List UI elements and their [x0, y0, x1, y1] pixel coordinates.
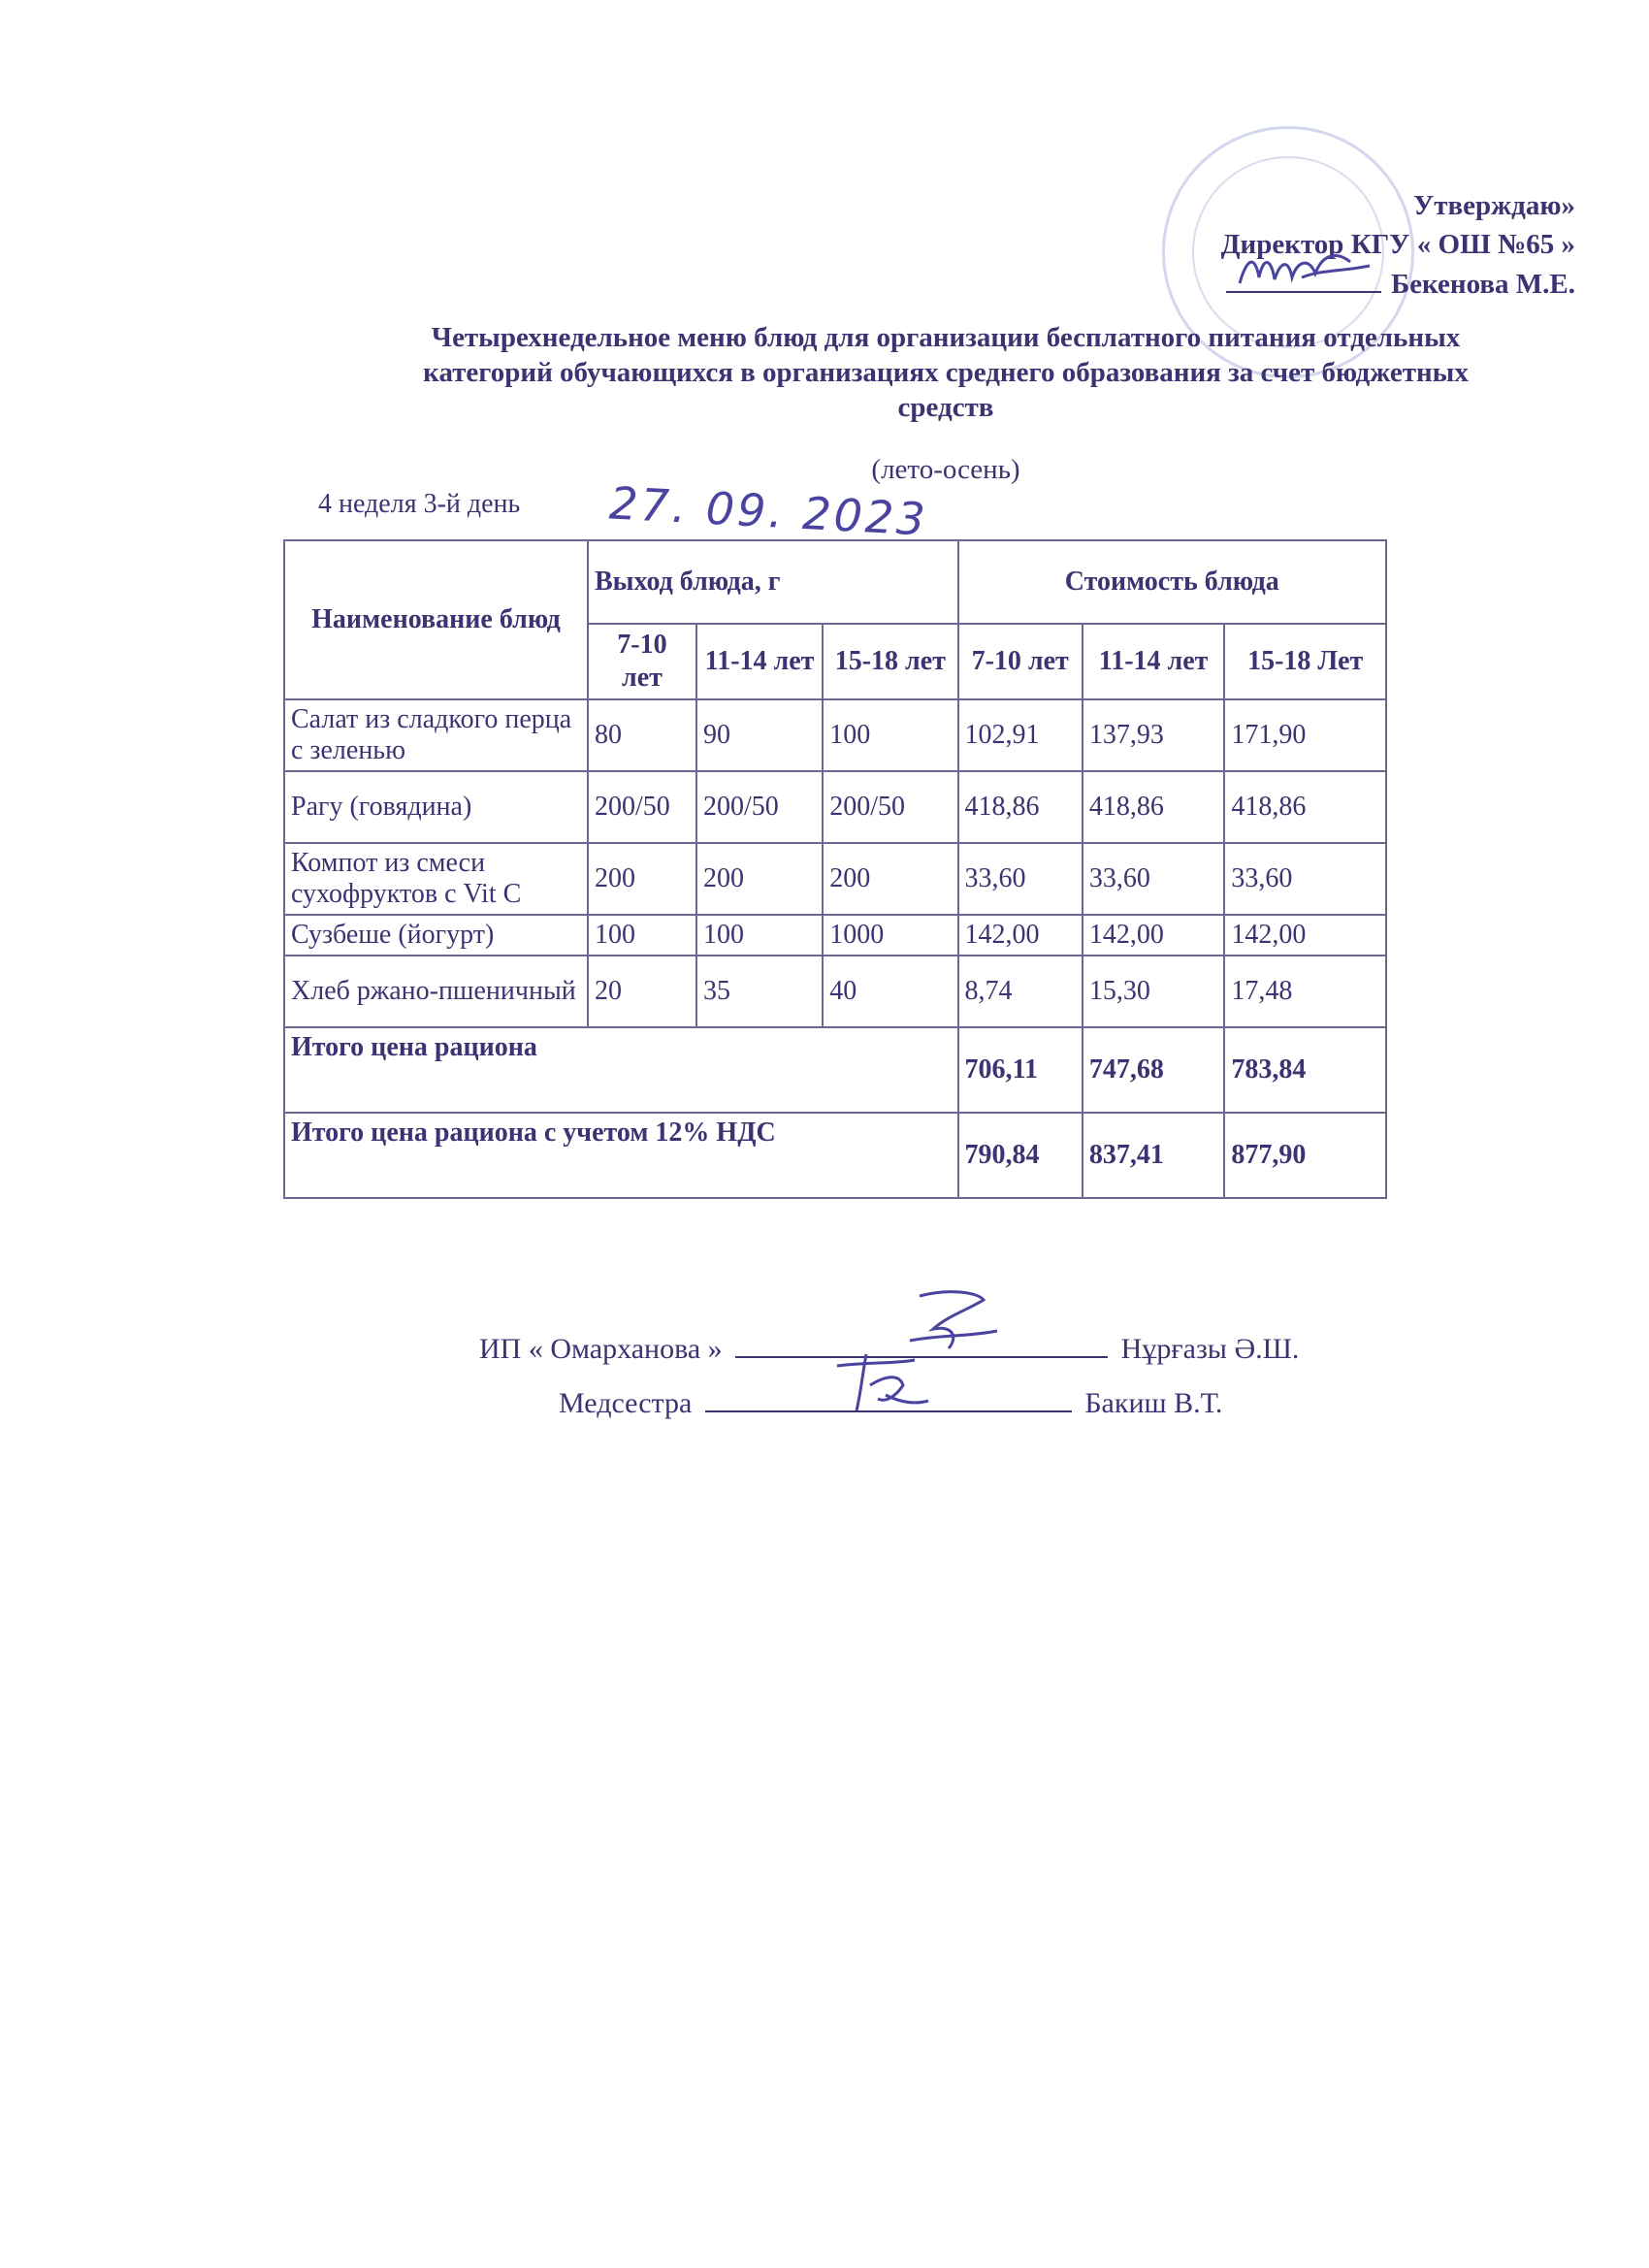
yield-cell: 200/50 — [823, 771, 957, 843]
approval-line-1: Утверждаю» — [1412, 190, 1575, 221]
table-row — [284, 771, 1386, 843]
cost-cell: 418,86 — [1083, 771, 1225, 843]
yield-cell: 1000 — [823, 915, 957, 956]
director-signature-line — [1226, 264, 1381, 293]
header-cost-age-3: 15-18 Лет — [1224, 624, 1386, 699]
yield-cell: 200 — [823, 843, 957, 915]
total-vat-cost-cell: 877,90 — [1224, 1113, 1386, 1198]
cost-cell: 418,86 — [958, 771, 1083, 843]
header-yield: Выход блюда, г — [588, 540, 958, 624]
total-vat-row — [284, 1113, 1386, 1198]
supplier-signature-icon — [890, 1286, 1007, 1354]
cost-cell: 137,93 — [1083, 699, 1225, 771]
header-cost-age-2: 11-14 лет — [1083, 624, 1225, 699]
supplier-signature-blank — [735, 1331, 1108, 1358]
total-cost-cell: 783,84 — [1224, 1027, 1386, 1113]
title-line-3: средств — [897, 392, 994, 423]
table-row — [284, 956, 1386, 1027]
yield-cell: 90 — [696, 699, 823, 771]
title-line-2: категорий обучающихся в организациях среднего образования за счет бюджетных — [423, 357, 1469, 388]
document-title — [320, 320, 1571, 425]
cost-cell: 142,00 — [1083, 915, 1225, 956]
cost-cell: 102,91 — [958, 699, 1083, 771]
table-header-row — [284, 540, 1386, 624]
yield-cell: 40 — [823, 956, 957, 1027]
supplier-label: ИП « Омарханова » — [479, 1333, 723, 1365]
header-cost: Стоимость блюда — [958, 540, 1386, 624]
header-yield-age-1: 7-10 лет — [588, 624, 696, 699]
cost-cell: 15,30 — [1083, 956, 1225, 1027]
cost-cell: 33,60 — [958, 843, 1083, 915]
director-name: Бекенова М.Е. — [1390, 269, 1575, 300]
yield-cell: 200/50 — [696, 771, 823, 843]
cost-cell: 171,90 — [1224, 699, 1386, 771]
table-row — [284, 915, 1386, 956]
cost-cell: 418,86 — [1224, 771, 1386, 843]
yield-cell: 80 — [588, 699, 696, 771]
nurse-label: Медсестра — [559, 1387, 693, 1419]
approval-line-3 — [1221, 264, 1575, 304]
dish-name: Рагу (говядина) — [284, 771, 588, 843]
menu-table — [283, 539, 1387, 1199]
dish-name: Компот из смеси сухофруктов с Vit C — [284, 843, 588, 915]
yield-cell: 100 — [588, 915, 696, 956]
yield-cell: 20 — [588, 956, 696, 1027]
title-line-1: Четырехнедельное меню блюд для организации бесплатного питания отдельных — [431, 322, 1461, 353]
total-vat-label: Итого цена рациона с учетом 12% НДС — [284, 1113, 958, 1198]
approval-block — [1221, 186, 1575, 304]
cost-cell: 8,74 — [958, 956, 1083, 1027]
yield-cell: 200/50 — [588, 771, 696, 843]
cost-cell: 33,60 — [1224, 843, 1386, 915]
yield-cell: 100 — [696, 915, 823, 956]
cost-cell: 142,00 — [958, 915, 1083, 956]
nurse-name: Бакиш В.Т. — [1084, 1387, 1223, 1419]
total-cost-cell: 706,11 — [958, 1027, 1083, 1113]
total-cost-cell: 747,68 — [1083, 1027, 1225, 1113]
total-row — [284, 1027, 1386, 1113]
handwritten-date: 27. 09. 2023 — [607, 476, 929, 546]
cost-cell: 33,60 — [1083, 843, 1225, 915]
supplier-name: Нұрғазы Ә.Ш. — [1120, 1333, 1300, 1365]
header-dish-name: Наименование блюд — [284, 540, 588, 699]
dish-name: Хлеб ржано-пшеничный — [284, 956, 588, 1027]
table-row — [284, 699, 1386, 771]
cost-cell: 17,48 — [1224, 956, 1386, 1027]
total-vat-cost-cell: 790,84 — [958, 1113, 1083, 1198]
yield-cell: 200 — [696, 843, 823, 915]
yield-cell: 200 — [588, 843, 696, 915]
day-label: 4 неделя 3-й день — [318, 489, 521, 519]
supplier-signature-line — [479, 1331, 1299, 1366]
header-yield-age-2: 11-14 лет — [696, 624, 823, 699]
header-cost-age-1: 7-10 лет — [958, 624, 1083, 699]
yield-cell: 35 — [696, 956, 823, 1027]
header-yield-age-3: 15-18 лет — [823, 624, 957, 699]
dish-name: Салат из сладкого перца с зеленью — [284, 699, 588, 771]
cost-cell: 142,00 — [1224, 915, 1386, 956]
approval-line-2: Директор КГУ « ОШ №65 » — [1220, 229, 1575, 260]
table-row — [284, 843, 1386, 915]
total-vat-cost-cell: 837,41 — [1083, 1113, 1225, 1198]
total-label: Итого цена рациона — [284, 1027, 958, 1113]
season-label: (лето-осень) — [871, 454, 1020, 485]
yield-cell: 100 — [823, 699, 957, 771]
nurse-signature-blank — [705, 1385, 1072, 1412]
dish-name: Сузбеше (йогурт) — [284, 915, 588, 956]
nurse-signature-line — [559, 1385, 1222, 1420]
